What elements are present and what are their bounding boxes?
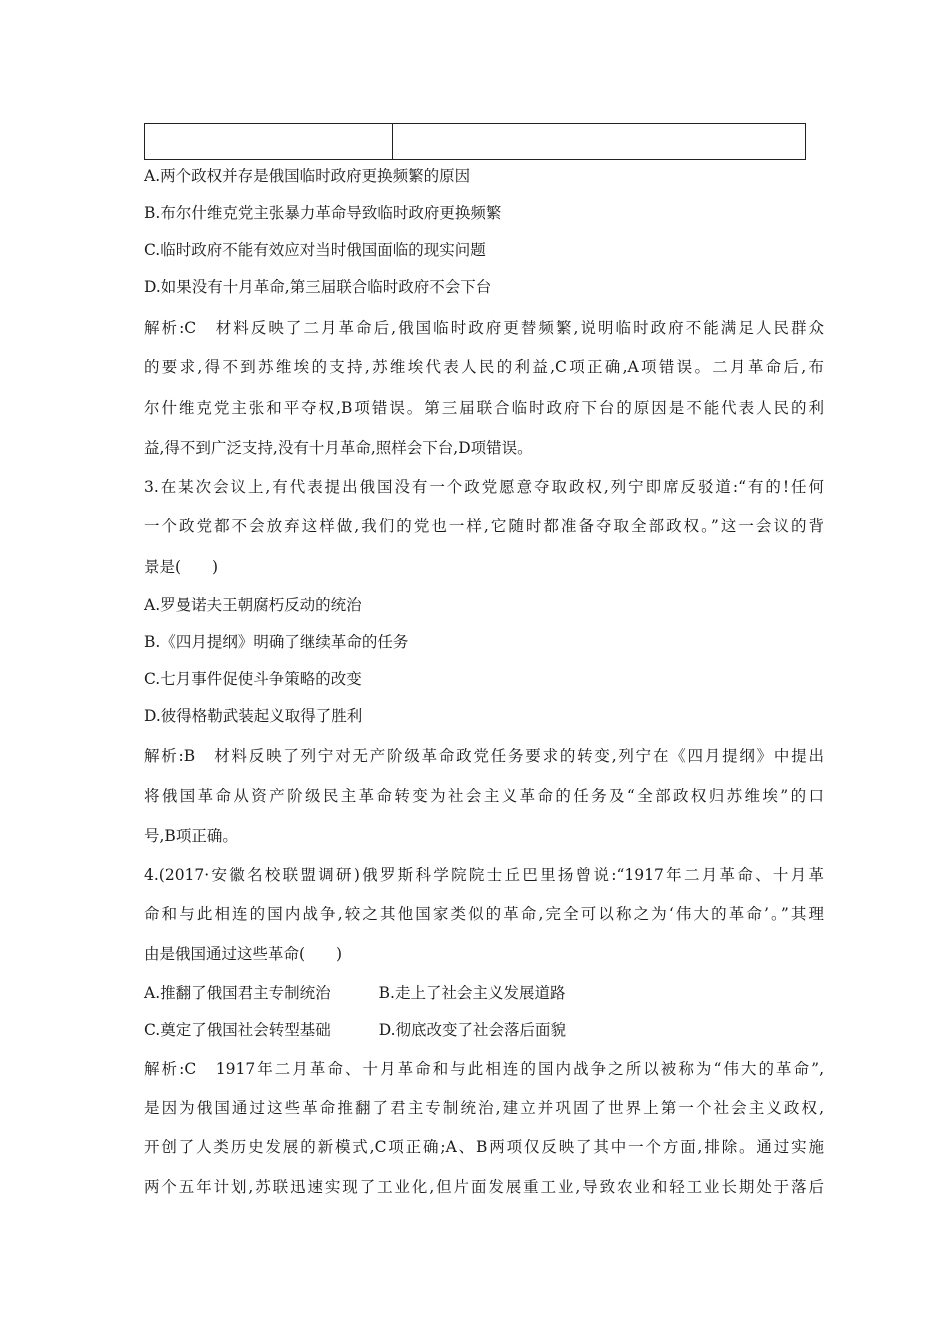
table-cell: [145, 124, 393, 159]
q4-option-a: A.推翻了俄国君主专制统治: [144, 984, 331, 1002]
material-table: [144, 123, 806, 160]
q4-options-row: [144, 1020, 824, 1040]
q3-option-d: D.彼得格勒武装起义取得了胜利: [144, 707, 363, 725]
q4-analysis-line: 是因为俄国通过这些革命推翻了君主专制统治,建立并巩固了世界上第一个社会主义政权,: [144, 1099, 824, 1117]
q3-option-c: C.七月事件促使斗争策略的改变: [144, 670, 362, 688]
q2-option-b: B.布尔什维克党主张暴力革命导致临时政府更换频繁: [144, 204, 502, 222]
q2-analysis-line: 尔什维克党主张和平夺权,B项错误。第三届联合临时政府下台的原因是不能代表人民的利: [144, 399, 824, 417]
q2-option-a: A.两个政权并存是俄国临时政府更换频繁的原因: [144, 167, 471, 185]
q3-option-b: B.《四月提纲》明确了继续革命的任务: [144, 633, 409, 651]
q3-analysis-line: 号,B项正确。: [144, 827, 238, 845]
q3-option-a: A.罗曼诺夫王朝腐朽反动的统治: [144, 596, 362, 614]
q4-stem-line: 由是俄国通过这些革命( ): [144, 945, 343, 963]
q4-analysis-line: 开创了人类历史发展的新模式,C项正确;A、B两项仅反映了其中一个方面,排除。通过实施: [144, 1138, 824, 1156]
q3-analysis-line: 解析:B 材料反映了列宁对无产阶级革命政党任务要求的转变,列宁在《四月提纲》中提出: [144, 747, 824, 765]
q4-analysis-line: 两个五年计划,苏联迅速实现了工业化,但片面发展重工业,导致农业和轻工业长期处于落后: [144, 1178, 824, 1196]
q4-option-c: C.奠定了俄国社会转型基础: [144, 1021, 331, 1039]
q3-stem-line: 一个政党都不会放弃这样做,我们的党也一样,它随时都准备夺取全部政权。”这一会议的背: [144, 517, 824, 535]
q2-analysis-line: 的要求,得不到苏维埃的支持,苏维埃代表人民的利益,C项正确,A项错误。二月革命后,布: [144, 358, 824, 376]
q4-options-row: [144, 983, 824, 1003]
q4-stem-line: 命和与此相连的国内战争,较之其他国家类似的革命,完全可以称之为‘伟大的革命’。”其理: [144, 905, 824, 923]
q2-analysis-line: 解析:C 材料反映了二月革命后,俄国临时政府更替频繁,说明临时政府不能满足人民群众: [144, 319, 824, 337]
q2-analysis-line: 益,得不到广泛支持,没有十月革命,照样会下台,D项错误。: [144, 439, 533, 457]
q4-analysis-line: 解析:C 1917年二月革命、十月革命和与此相连的国内战争之所以被称为“伟大的革命”,: [144, 1060, 824, 1078]
table-cell: [393, 124, 805, 159]
q4-stem-line: 4.(2017·安徽名校联盟调研)俄罗斯科学院院士丘巴里扬曾说:“1917年二月革命、十月革: [144, 866, 824, 884]
q3-stem-line: 景是( ): [144, 558, 219, 576]
q3-stem-line: 3.在某次会议上,有代表提出俄国没有一个政党愿意夺取政权,列宁即席反驳道:“有的!任何: [144, 478, 824, 496]
q4-option-b: B.走上了社会主义发展道路: [378, 984, 566, 1002]
q2-option-c: C.临时政府不能有效应对当时俄国面临的现实问题: [144, 241, 486, 259]
q3-analysis-line: 将俄国革命从资产阶级民主革命转变为社会主义革命的任务及“全部政权归苏维埃”的口: [144, 787, 824, 805]
q4-option-d: D.彻底改变了社会落后面貌: [378, 1021, 567, 1039]
q2-option-d: D.如果没有十月革命,第三届联合临时政府不会下台: [144, 278, 492, 296]
